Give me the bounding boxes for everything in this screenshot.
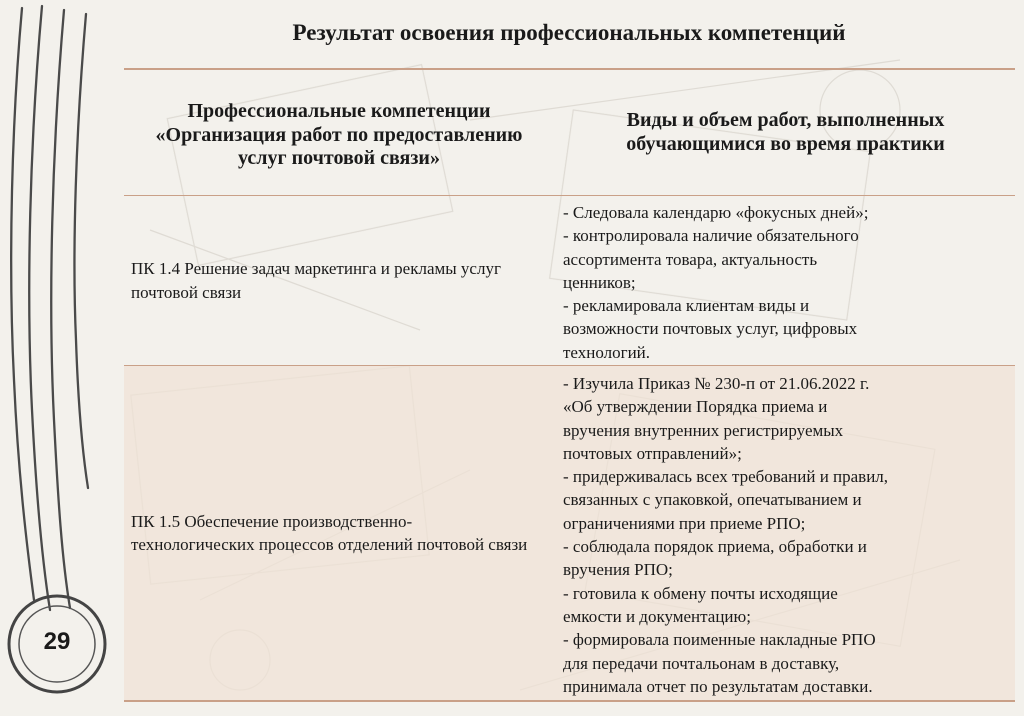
work-line: - придерживалась всех требований и правил, [563,467,889,487]
work-line: - готовила к обмену почты исходящие [563,583,838,603]
work-line: возможности почтовых услуг, цифровых [563,319,858,339]
work-line: ассортимента товара, актуальность [563,249,818,269]
work-description-cell [554,196,1015,365]
header-competences: Профессиональные компетенции «Организация работ по предоставлению услуг почтовой связи» [155,100,523,170]
work-line: технологий. [563,342,651,362]
page-number: 29 [43,628,71,655]
table-header-row [124,70,1015,196]
work-line: - формировала поименные накладные РПО [563,630,876,650]
work-line: - соблюдала порядок приема, обработки и [563,537,867,557]
work-line: - контролировала наличие обязательного [563,226,859,246]
table-row [124,366,1015,702]
slide-title: Результат освоения профессиональных компетенций [292,20,846,45]
work-line: ценников; [563,272,636,292]
header-work-types: Виды и объем работ, выполненных обучающимися во время практики [626,109,945,155]
work-line: - рекламировала клиентам виды и [563,296,810,316]
work-line: вручения РПО; [563,560,673,580]
competence-cell: ПК 1.4 Решение задач маркетинга и рекламы услуг почтовой связи [131,259,501,302]
work-line: - Следовала календарю «фокусных дней»; [563,203,869,222]
table-row [124,196,1015,366]
work-line: принимала отчет по результатам доставки. [563,676,873,696]
work-line: - Изучила Приказ № 230-п от 21.06.2022 г. [563,374,870,393]
work-description-cell [554,366,1015,700]
work-line: почтовых отправлений»; [563,443,742,463]
competence-table [124,68,1015,702]
work-line: ограничениями при приеме РПО; [563,513,806,533]
work-line: емкости и документацию; [563,606,751,626]
work-line: «Об утверждении Порядка приема и [563,397,828,417]
work-line: для передачи почтальонам в доставку, [563,653,840,673]
competence-cell: ПК 1.5 Обеспечение производственно-технологических процессов отделений почтовой связи [131,511,528,554]
work-line: связанных с упаковкой, опечатыванием и [563,490,862,510]
work-line: вручения внутренних регистрируемых [563,420,844,440]
